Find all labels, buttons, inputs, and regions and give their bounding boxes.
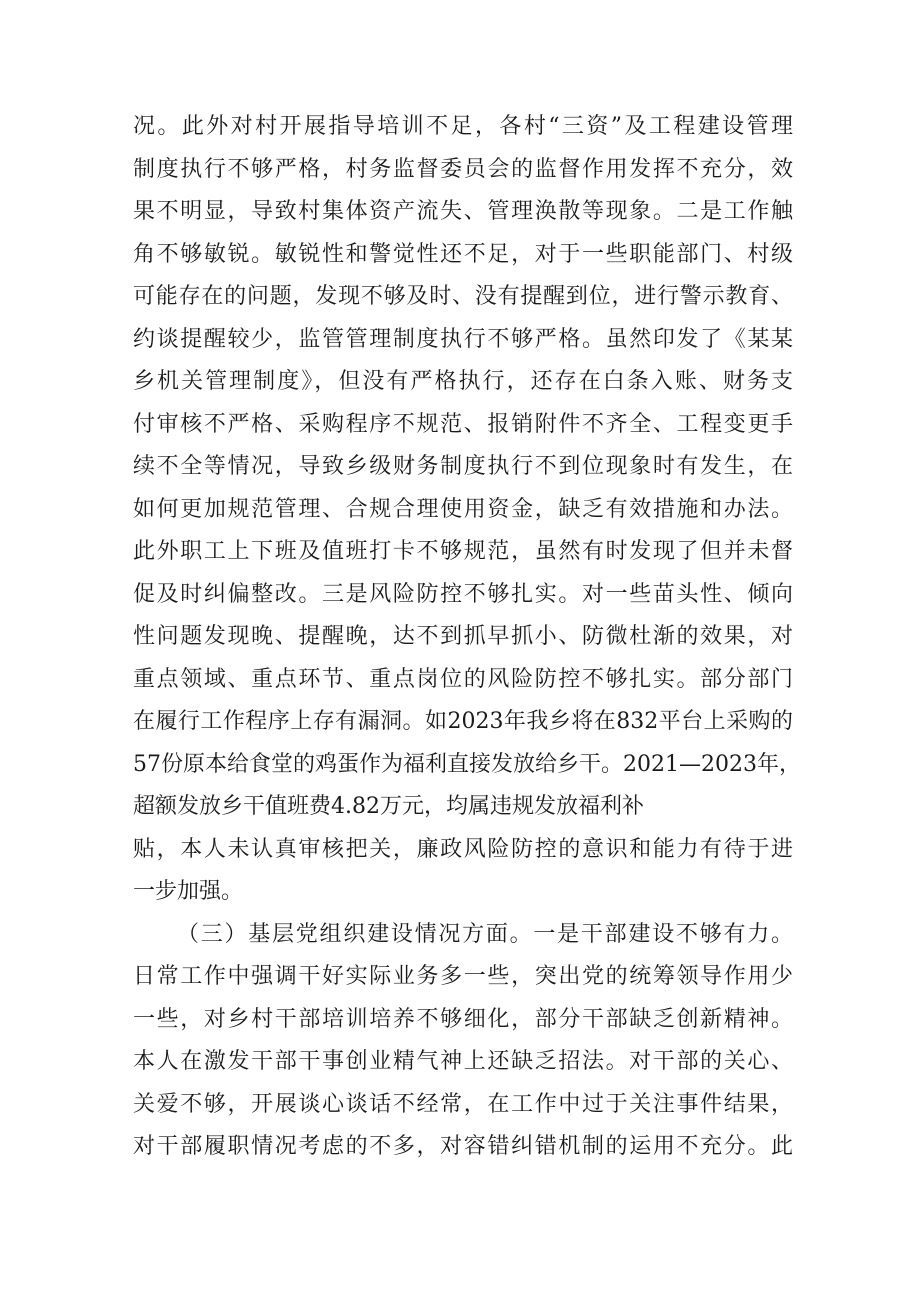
text-line: 如何更加规范管理、合规合理使用资金，缺乏有效措施和办法。 [133, 496, 793, 522]
text-line: 性问题发现晚、提醒晚，达不到抓早抓小、防微杜渐的效果，对 [133, 624, 793, 649]
text-line: 对干部履职情况考虑的不多，对容错纠错机制的运用不充分。此 [133, 1134, 793, 1159]
section-heading-line: （三）基层党组织建设情况方面。一是干部建设不够有力。 [177, 921, 793, 947]
text-line: 促及时纠偏整改。三是风险防控不够扎实。对一些苗头性、倾向 [133, 581, 793, 607]
text-line: 此外职工上下班及值班打卡不够规范，虽然有时发现了但并未督 [133, 539, 793, 564]
text-line: 可能存在的问题，发现不够及时、没有提醒到位，进行警示教育、 [133, 284, 793, 309]
text-line: 乡机关管理制度》，但没有严格执行，还存在白条入账、财务支 [133, 369, 793, 394]
text-line: 况。此外对村开展指导培训不足，各村“三资”及工程建设管理 [133, 114, 793, 139]
text-line: 重点领域、重点环节、重点岗位的风险防控不够扎实。部分部门 [133, 666, 793, 692]
body-text [133, 106, 801, 1169]
text-line: 超额发放乡干值班费4.82万元，均属违规发放福利补 [133, 794, 644, 819]
text-line: 续不全等情况，导致乡级财务制度执行不到位现象时有发生，在 [133, 454, 793, 479]
text-line: 一些，对乡村干部培训培养不够细化，部分干部缺乏创新精神。 [133, 1006, 793, 1032]
text-line: 果不明显，导致村集体资产流失、管理涣散等现象。二是工作触 [133, 199, 793, 224]
text-line: 约谈提醒较少，监管管理制度执行不够严格。虽然印发了《某某 [133, 326, 793, 352]
text-line: 贴，本人未认真审核把关，廉政风险防控的意识和能力有待于进 [133, 836, 793, 862]
text-line: 付审核不严格、采购程序不规范、报销附件不齐全、工程变更手 [133, 411, 793, 437]
text-line: 角不够敏锐。敏锐性和警觉性还不足，对于一些职能部门、村级 [133, 241, 793, 267]
text-line: 本人在激发干部干事创业精气神上还缺乏招法。对干部的关心、 [133, 1049, 793, 1074]
text-line: 57份原本给食堂的鸡蛋作为福利直接发放给乡干。2021—2023年， [133, 751, 801, 777]
text-line: 日常工作中强调干好实际业务多一些，突出党的统筹领导作用少 [133, 964, 793, 989]
text-line: 一步加强。 [133, 879, 244, 904]
text-line: 关爱不够，开展谈心谈话不经常，在工作中过于关注事件结果， [133, 1091, 793, 1117]
text-line: 制度执行不够严格，村务监督委员会的监督作用发挥不充分，效 [133, 156, 793, 182]
text-line: 在履行工作程序上存有漏洞。如2023年我乡将在832平台上采购的 [133, 709, 793, 734]
